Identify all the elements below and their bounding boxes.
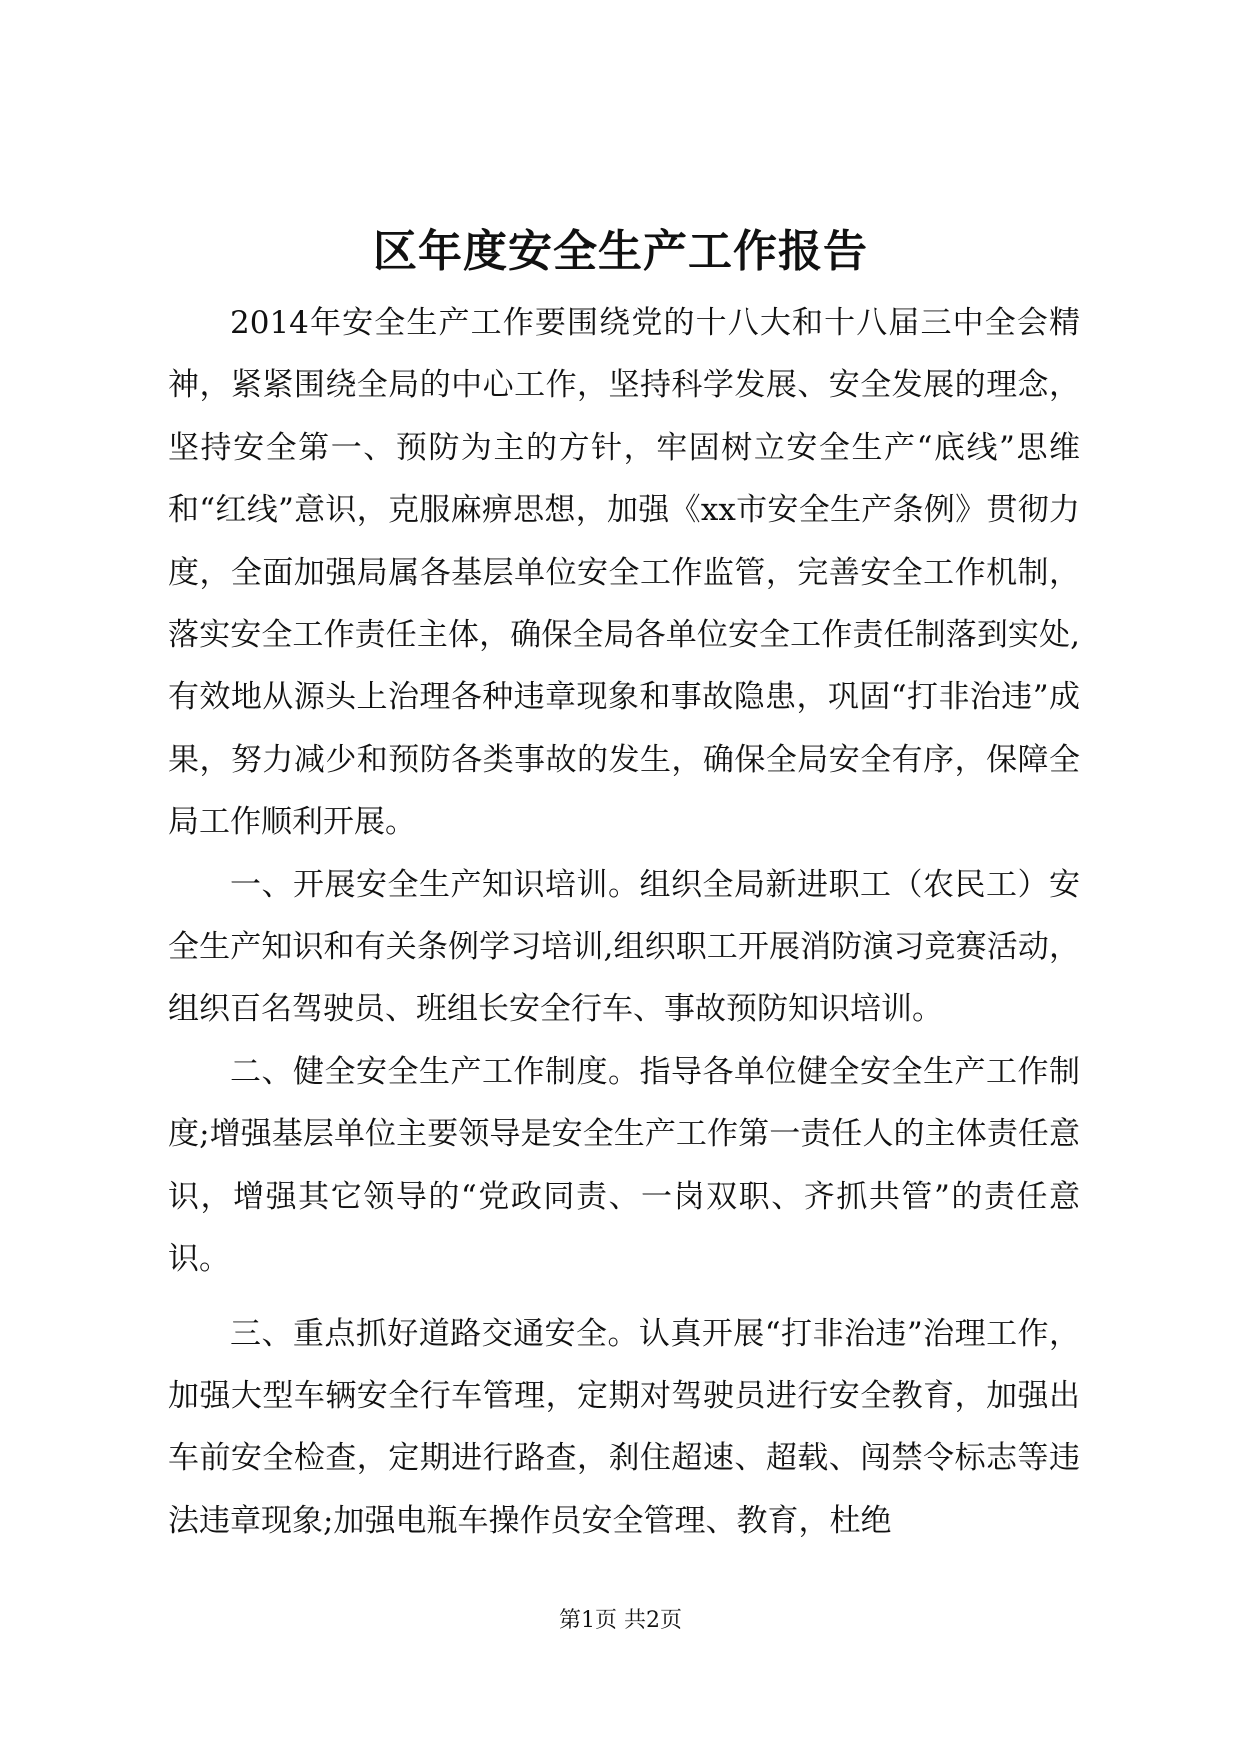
page-footer: 第1页 共2页 — [559, 1608, 682, 1633]
document-title: 区年度安全生产工作报告 — [373, 226, 868, 277]
paragraph-intro: 2014年安全生产工作要围绕党的十八大和十八届三中全会精神，紧紧围绕全局的中心工作，坚持科学发展、安全发展的理念，坚持安全第一、预防为主的方针，牢固树立安全生产“底线”思维和“红线”意识，克服麻痹思想，加强《xx市安全生产条例》贯彻力度，全面加强局属各基层单位安全工作监管，完善安全工作机制，落实安全工作责任主体，确保全局各单位安全工作责任制落到实处,有效地从源头上治理各种违章现象和事故隐患，巩固“打非治违”成果，努力减少和预防各类事故的发生，确保全局安全有序，保障全局工作顺利开展。 — [168, 305, 1080, 841]
paragraph-section-1: 一、开展安全生产知识培训。组织全局新进职工（农民工）安全生产知识和有关条例学习培训,组织职工开展消防演习竞赛活动，组织百名驾驶员、班组长安全行车、事故预防知识培训。 — [168, 866, 1080, 1028]
paragraph-section-3: 三、重点抓好道路交通安全。认真开展“打非治违”治理工作，加强大型车辆安全行车管理，定期对驾驶员进行安全教育，加强出车前安全检查，定期进行路查，刹住超速、超载、闯禁令标志等违法违章现象;加强电瓶车操作员安全管理、教育，杜绝 — [168, 1315, 1080, 1539]
document-body — [168, 292, 1080, 1552]
paragraph-section-2: 二、健全安全生产工作制度。指导各单位健全安全生产工作制度;增强基层单位主要领导是安全生产工作第一责任人的主体责任意识，增强其它领导的“党政同责、一岗双职、齐抓共管”的责任意识。 — [168, 1053, 1080, 1278]
